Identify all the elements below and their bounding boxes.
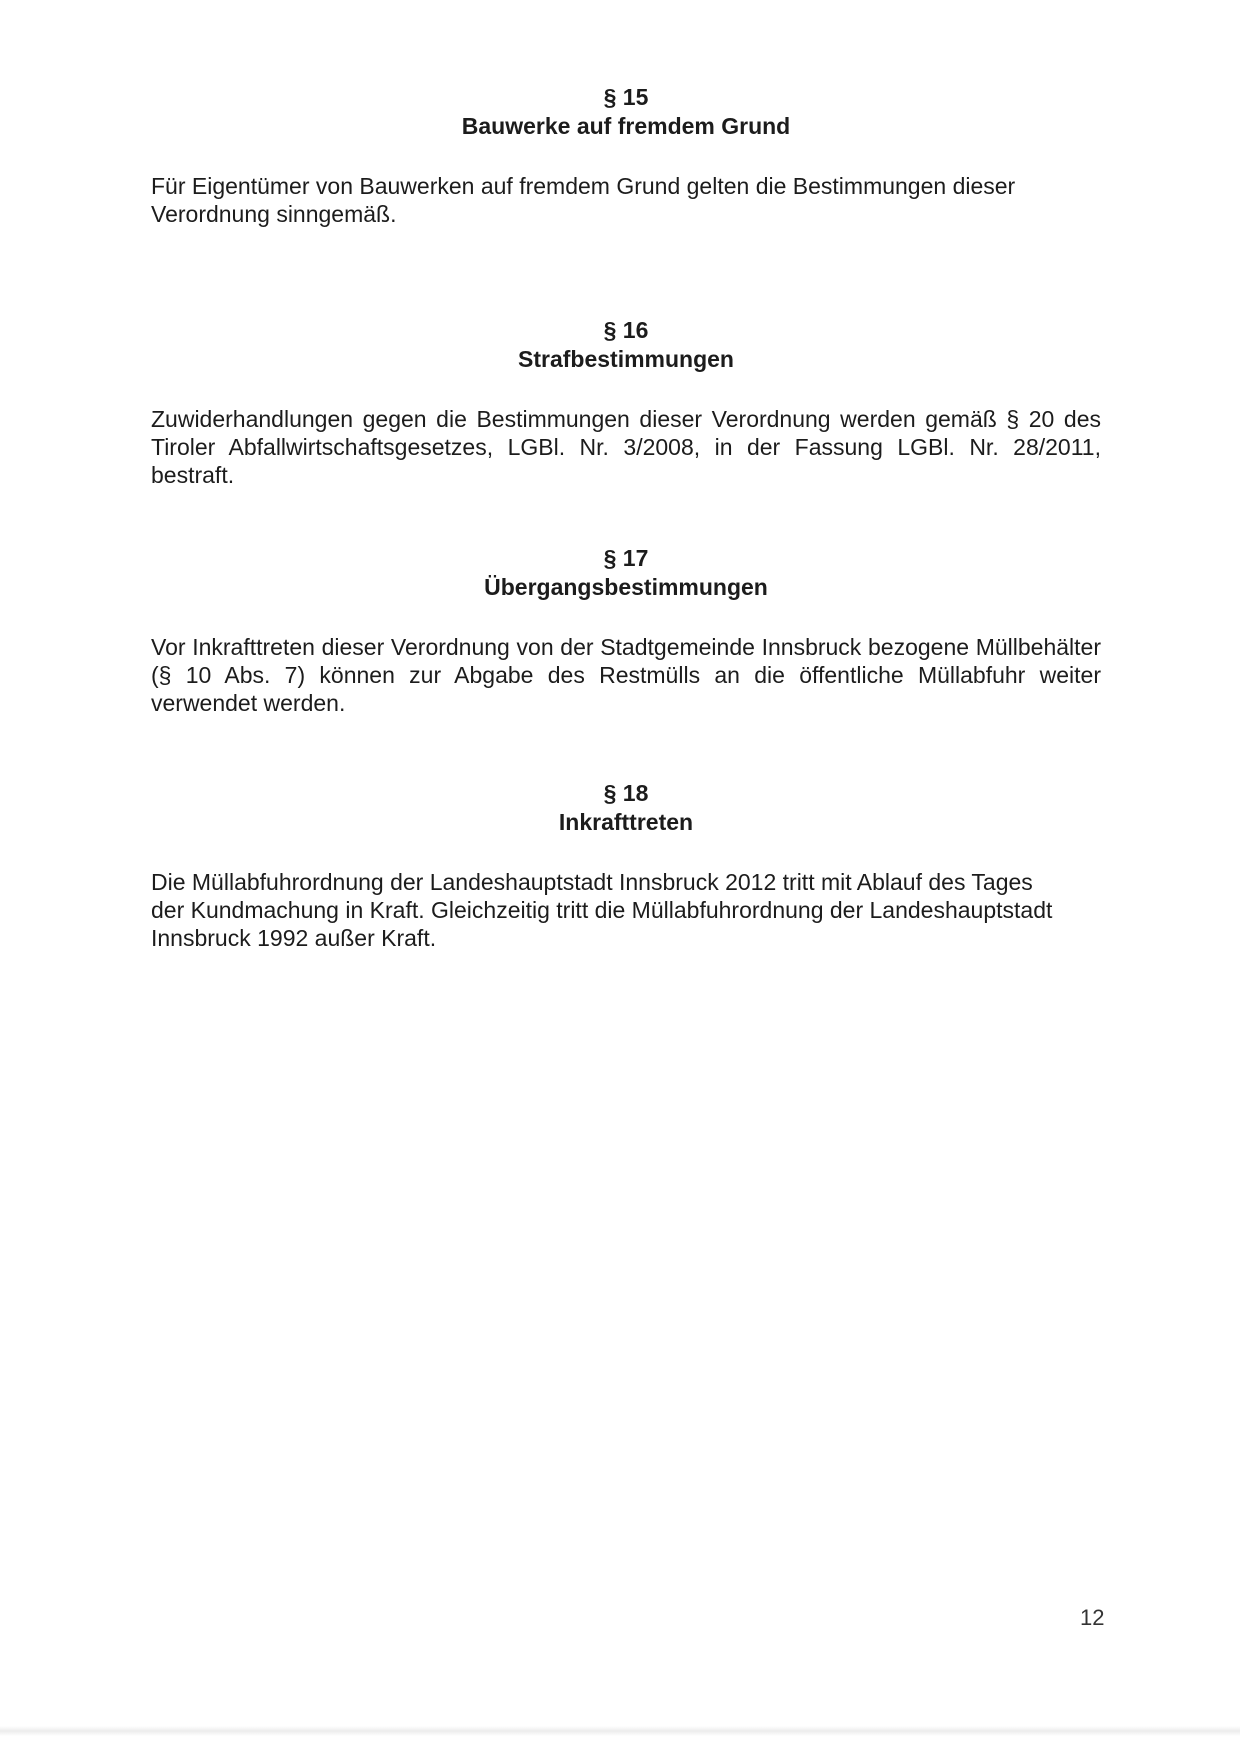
section-17 <box>151 544 1101 717</box>
section-number: § 15 <box>603 84 649 110</box>
section-title: Strafbestimmungen <box>518 346 734 372</box>
section-number: § 16 <box>603 317 649 343</box>
section-title: Bauwerke auf fremdem Grund <box>461 113 791 139</box>
section-body: Die Müllabfuhrordnung der Landeshauptstadt Innsbruck 2012 tritt mit Ablauf des Tages der Kundmachung in Kraft. Gleichzeitig tritt die Müllabfuhrordnung der Landeshauptstadt Innsbruck 1992 außer Kraft. <box>151 869 1053 951</box>
page-number: 12 <box>1080 1605 1105 1630</box>
section-title: Übergangsbestimmungen <box>484 574 768 600</box>
section-16 <box>151 316 1101 489</box>
section-body: Zuwiderhandlungen gegen die Bestimmungen dieser Verordnung werden gemäß § 20 des Tiroler Abfallwirtschaftsgesetzes, LGBl. Nr. 3/2008, in der Fassung LGBl. Nr. 28/2011, bestraft. <box>151 406 1101 488</box>
section-body: Für Eigentümer von Bauwerken auf fremdem Grund gelten die Bestimmungen dieser Verordnung sinngemäß. <box>151 173 1016 227</box>
section-number: § 17 <box>603 545 649 571</box>
section-body: Vor Inkrafttreten dieser Verordnung von der Stadtgemeinde Innsbruck bezogene Müllbehälter (§ 10 Abs. 7) können zur Abgabe des Restmülls an die öffentliche Müllabfuhr weiter verwendet werden. <box>151 634 1101 716</box>
section-18 <box>151 779 1101 952</box>
section-15 <box>151 83 1101 228</box>
scan-edge-divider <box>0 1726 1240 1736</box>
section-title: Inkrafttreten <box>558 809 694 835</box>
section-number: § 18 <box>603 780 649 806</box>
